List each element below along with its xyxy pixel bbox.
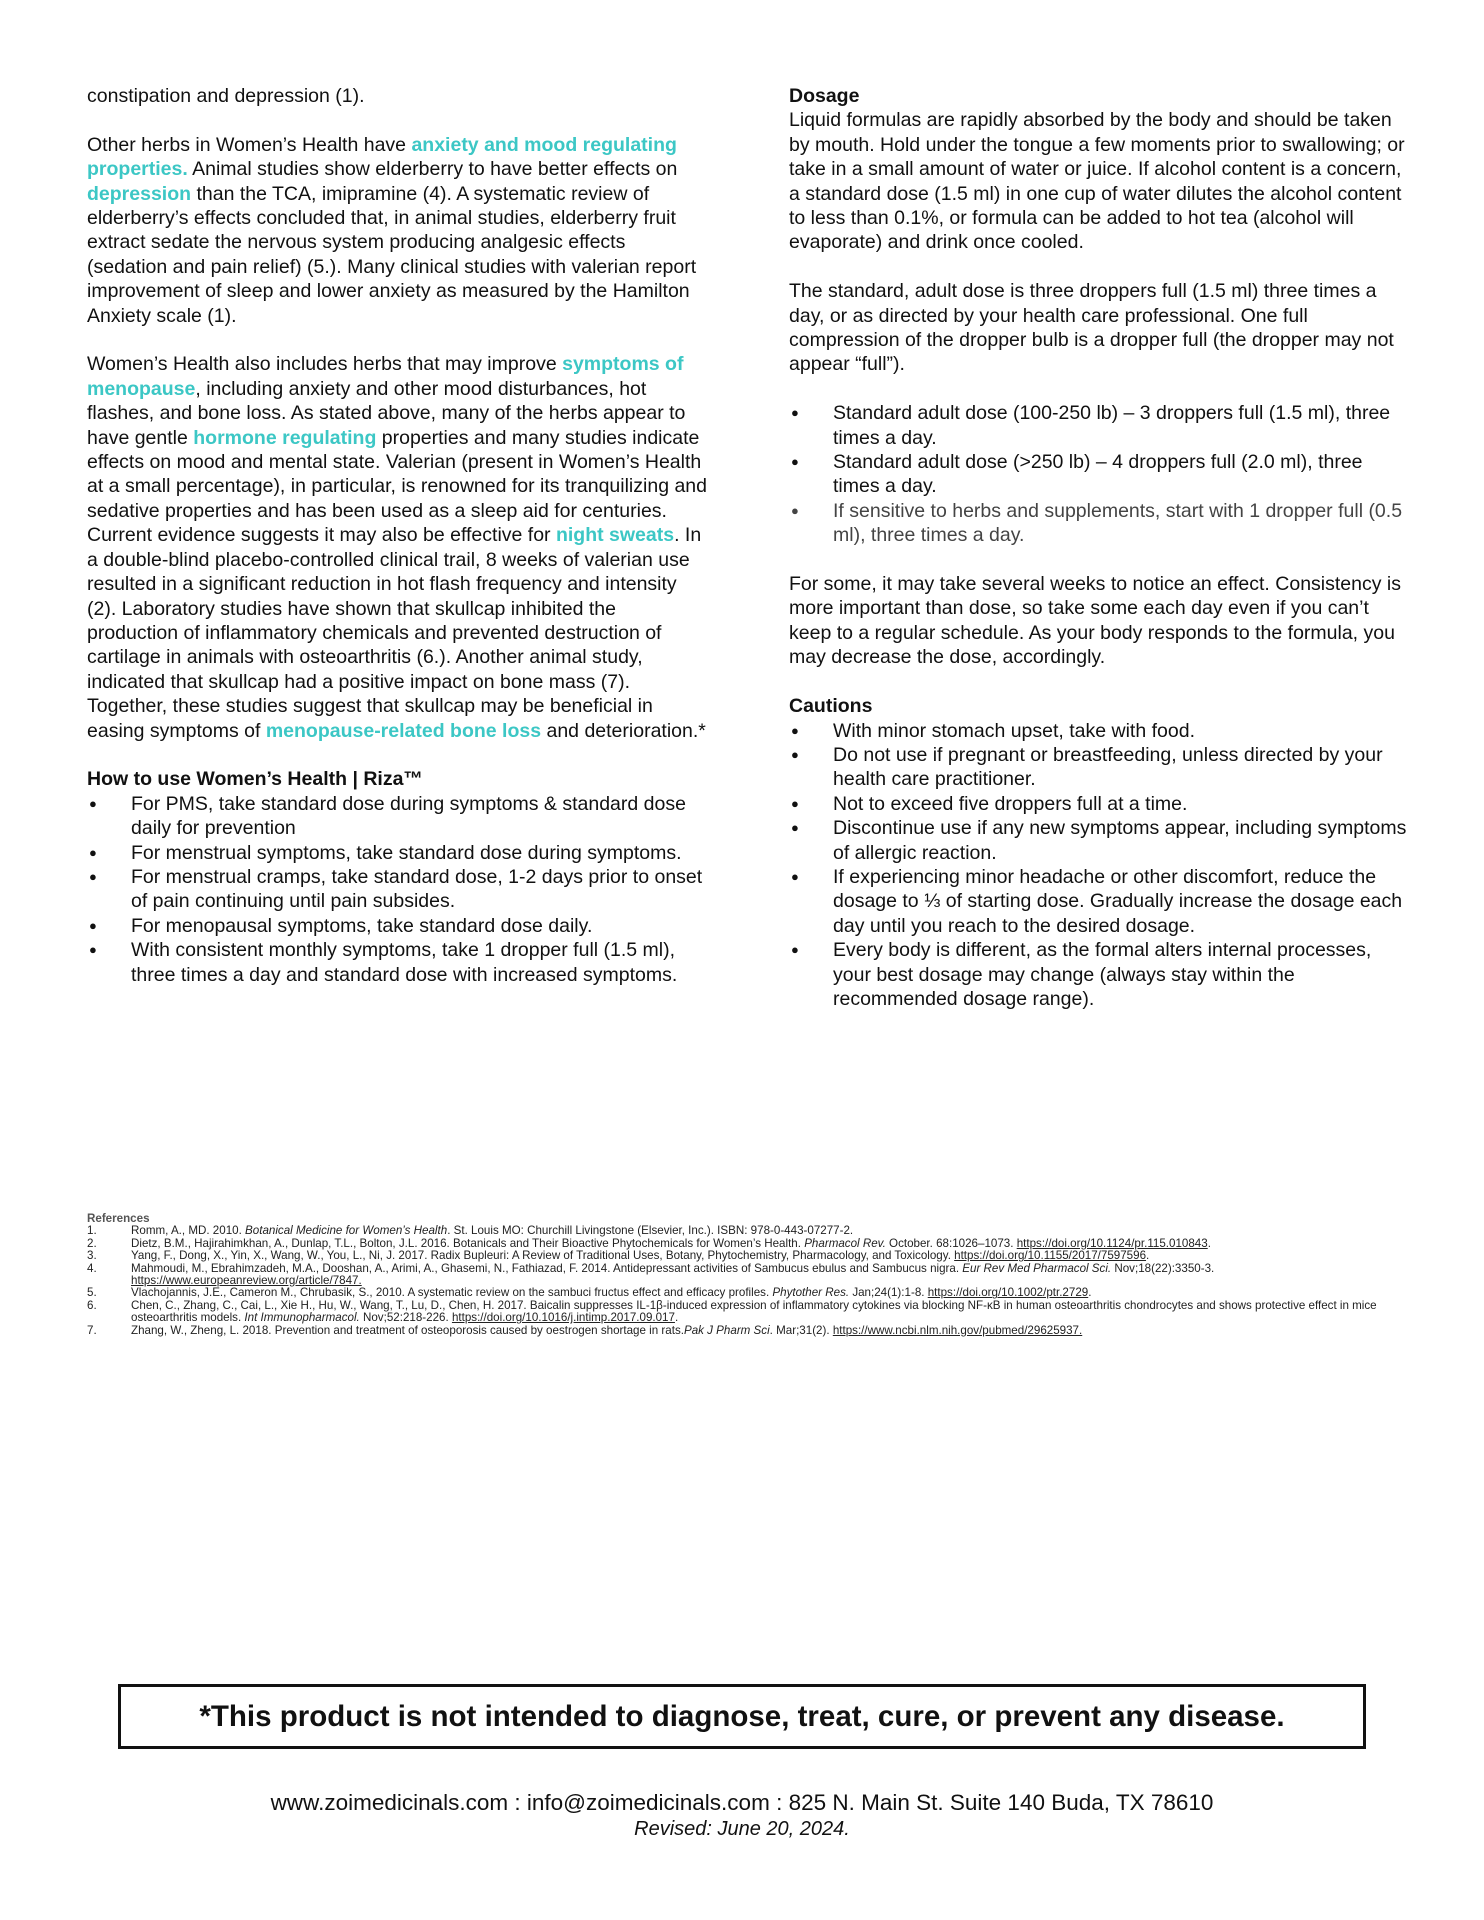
- reference-number: 7.: [87, 1323, 97, 1337]
- text-run: . Mar;31(2).: [769, 1323, 833, 1337]
- highlight-depression: depression: [87, 182, 192, 205]
- text-run: Romm, A., MD. 2010.: [131, 1224, 246, 1238]
- footer: [0, 1790, 1484, 1842]
- menopause-paragraph: [87, 352, 707, 743]
- references-section: [87, 1213, 1407, 1337]
- text-run: . In a double-blind placebo-controlled clinical trail, 8 weeks of valerian use resulted in a significant reduction in hot flash frequency and intensity (2). Laboratory studies have shown that skullcap inhibited the production of inflammatory chemicals and prevented destruction of cartilage in animals with osteoarthritis (6.). Another animal study, indicated that skullcap had a positive impact on bone mass (7). Together, these studies suggest that skullcap may be beneficial in easing symptoms of: [87, 524, 702, 742]
- right-column: [789, 84, 1409, 1036]
- list-item: ● For PMS, take standard dose during symptoms & standard dose daily for prevention: [87, 792, 707, 841]
- reference-link[interactable]: https://doi.org/10.1016/j.intimp.2017.09.017: [451, 1311, 675, 1325]
- list-item: ● Do not use if pregnant or breastfeeding, unless directed by your health care practitioner.: [789, 743, 1409, 792]
- list-item: ● If experiencing minor headache or other discomfort, reduce the dosage to ⅓ of starting dose. Gradually increase the dosage each day until you reach to the desired dosage.: [789, 865, 1409, 938]
- reference-link[interactable]: https://www.europeanreview.org/article/7847.: [131, 1274, 362, 1288]
- text-run: Zhang, W., Zheng, L. 2018. Prevention and treatment of osteoporosis caused by oestrogen shortage in rats.: [131, 1323, 684, 1337]
- journal-title: Eur Rev Med Pharmacol Sci.: [962, 1261, 1112, 1275]
- reference-number: 5.: [87, 1286, 97, 1300]
- references-list: [87, 1225, 1407, 1337]
- list-item: ● For menopausal symptoms, take standard dose daily.: [87, 914, 707, 938]
- mood-paragraph: [87, 133, 707, 328]
- list-item: ● For menstrual symptoms, take standard dose during symptoms.: [87, 841, 707, 865]
- howto-heading: How to use Women’s Health | Riza™: [87, 768, 423, 791]
- highlight-menopause-symptoms: symptoms of menopause: [87, 353, 684, 400]
- cautions-heading: Cautions: [789, 695, 873, 718]
- list-item: ● Standard adult dose (>250 lb) – 4 droppers full (2.0 ml), three times a day.: [789, 450, 1409, 499]
- footer-contact: www.zoimedicinals.com : info@zoimedicinals.com : 825 N. Main St. Suite 140 Buda, TX 78610: [270, 1790, 1214, 1815]
- highlight-bone-loss: menopause-related bone loss: [265, 719, 542, 742]
- text-run: .: [1207, 1236, 1211, 1250]
- text-run: Dietz, B.M., Hajirahimkhan, A., Dunlap, T.L., Bolton, J.L. 2016. Botanicals and Their Bioactive Phytochemicals for Women’s Health.: [131, 1236, 805, 1250]
- dosage-paragraph-3: For some, it may take several weeks to notice an effect. Consistency is more important than dose, so take some each day even if you can’t keep to a regular schedule. As your body responds to the formula, you may decrease the dose, accordingly.: [789, 573, 1401, 669]
- text-run: October. 68:1026–1073.: [885, 1236, 1017, 1250]
- text-run: . St. Louis MO: Churchill Livingstone (Elsevier, Inc.). ISBN: 978-0-443-07277-2.: [447, 1224, 854, 1238]
- list-item: ● With consistent monthly symptoms, take 1 dropper full (1.5 ml), three times a day and standard dose with increased symptoms.: [87, 938, 707, 987]
- text-run: Vlachojannis, J.E., Cameron M., Chrubasik, S., 2010. A systematic review on the sambuci fructus effect and efficacy profiles.: [131, 1286, 773, 1300]
- reference-link[interactable]: https://www.ncbi.nlm.nih.gov/pubmed/29625937.: [832, 1323, 1083, 1337]
- dosage-paragraph-2: The standard, adult dose is three droppers full (1.5 ml) three times a day, or as directed by your health care professional. One full compression of the dropper bulb is a dropper full (the dropper may not appear “full”).: [789, 280, 1394, 376]
- text-run: Mahmoudi, M., Ebrahimzadeh, M.A., Dooshan, A., Arimi, A., Ghasemi, N., Fathiazad, F. 2014. Antidepressant activities of Sambucus ebulus and Sambucus nigra.: [131, 1261, 963, 1275]
- text-run: Chen, C., Zhang, C., Cai, L., Xie H., Hu, W., Wang, T., Lu, D., Chen, H. 2017. Baicalin suppresses IL-1β-induced expression of inflammatory cytokines via blocking NF-κB in human osteoarthritis chondrocytes and shows protective effect in mice osteoarthritis models.: [131, 1298, 1377, 1325]
- intro-paragraph: constipation and depression (1).: [87, 85, 365, 107]
- text-run: Other herbs in Women’s Health have: [87, 133, 412, 156]
- reference-link[interactable]: https://doi.org/10.1124/pr.115.010843: [1016, 1236, 1208, 1250]
- revised-date: Revised: June 20, 2024.: [634, 1818, 850, 1840]
- journal-title: Pharmacol Rev.: [804, 1236, 886, 1250]
- highlight-night-sweats: night sweats: [555, 524, 675, 547]
- highlight-hormone-regulating: hormone regulating: [193, 426, 377, 449]
- reference-number: 4.: [87, 1261, 97, 1275]
- reference-number: 2.: [87, 1236, 97, 1250]
- dosage-list: [789, 401, 1409, 547]
- list-item: ● With minor stomach upset, take with food.: [789, 719, 1409, 743]
- journal-title: Botanical Medicine for Women’s Health: [245, 1224, 448, 1238]
- journal-title: Pak J Pharm Sci: [683, 1323, 770, 1337]
- reference-item: [87, 1325, 1407, 1337]
- text-run: Jan;24(1):1-8.: [849, 1286, 928, 1300]
- reference-item: [87, 1300, 1407, 1325]
- text-run: Yang, F., Dong, X., Yin, X., Wang, W., You, L., Ni, J. 2017. Radix Bupleuri: A Review of Traditional Uses, Botany, Phytochemistry, Pharmacology, and Toxicology.: [131, 1249, 955, 1263]
- text-run: properties and many studies indicate effects on mood and mental state. Valerian (present in Women’s Health at a small percentage), in particular, is renowned for its tranquilizing and sedative properties and has been used as a sleep aid for centuries. Current evidence suggests it may also be effective for: [87, 426, 707, 547]
- cautions-list: [789, 719, 1409, 1012]
- list-item: ● Discontinue use if any new symptoms appear, including symptoms of allergic reaction.: [789, 816, 1409, 865]
- text-run: than the TCA, imipramine (4). A systematic review of elderberry’s effects concluded that, in animal studies, elderberry fruit extract sedate the nervous system producing analgesic effects (sedation and pain relief) (5.). Many clinical studies with valerian report improvement of sleep and lower anxiety as measured by the Hamilton Anxiety scale (1).: [87, 182, 697, 327]
- reference-item: [87, 1263, 1407, 1288]
- text-run: Animal studies show elderberry to have better effects on: [187, 158, 678, 181]
- list-item: ● Not to exceed five droppers full at a time.: [789, 792, 1409, 816]
- journal-title: Phytother Res.: [772, 1286, 850, 1300]
- dosage-heading: Dosage: [789, 85, 860, 107]
- text-run: Women’s Health also includes herbs that may improve: [87, 353, 563, 376]
- list-item: ● If sensitive to herbs and supplements, start with 1 dropper full (0.5 ml), three times a day.: [789, 499, 1409, 548]
- journal-title: Int Immunopharmacol.: [244, 1311, 360, 1325]
- reference-number: 6.: [87, 1298, 97, 1312]
- references-title: References: [87, 1212, 150, 1225]
- howto-list: [87, 792, 707, 987]
- left-column: [87, 84, 707, 1011]
- reference-link[interactable]: https://doi.org/10.1002/ptr.2729: [927, 1286, 1089, 1300]
- reference-number: 3.: [87, 1249, 97, 1263]
- disclaimer-box: [118, 1684, 1366, 1749]
- text-run: .: [1088, 1286, 1092, 1300]
- highlight-anxiety-mood: anxiety and mood regulating properties.: [87, 133, 677, 181]
- text-run: .: [674, 1311, 679, 1325]
- disclaimer-text: *This product is not intended to diagnose, treat, cure, or prevent any disease.: [199, 1699, 1285, 1733]
- text-run: , including anxiety and other mood disturbances, hot flashes, and bone loss. As stated above, many of the herbs appear to have gentle: [87, 377, 686, 449]
- text-run: Nov;52:218-226.: [359, 1311, 452, 1325]
- text-run: .: [1146, 1249, 1150, 1263]
- list-item: ● Standard adult dose (100-250 lb) – 3 droppers full (1.5 ml), three times a day.: [789, 401, 1409, 450]
- reference-number: 1.: [87, 1224, 97, 1238]
- reference-link[interactable]: https://doi.org/10.1155/2017/7597596: [954, 1249, 1147, 1263]
- dosage-paragraph-1: Liquid formulas are rapidly absorbed by the body and should be taken by mouth. Hold under the tongue a few moments prior to swallowing; or take in a small amount of water or juice. If alcohol content is a concern, a standard dose (1.5 ml) in one cup of water dilutes the alcohol content to less than 0.1%, or formula can be added to hot tea (alcohol will evaporate) and drink once cooled.: [789, 109, 1405, 254]
- list-item: ● Every body is different, as the formal alters internal processes, your best dosage may change (always stay within the recommended dosage range).: [789, 938, 1409, 1011]
- list-item: ● For menstrual cramps, take standard dose, 1-2 days prior to onset of pain continuing until pain subsides.: [87, 865, 707, 914]
- text-run: Nov;18(22):3350-3.: [1111, 1261, 1215, 1275]
- text-run: and deterioration.*: [541, 719, 706, 742]
